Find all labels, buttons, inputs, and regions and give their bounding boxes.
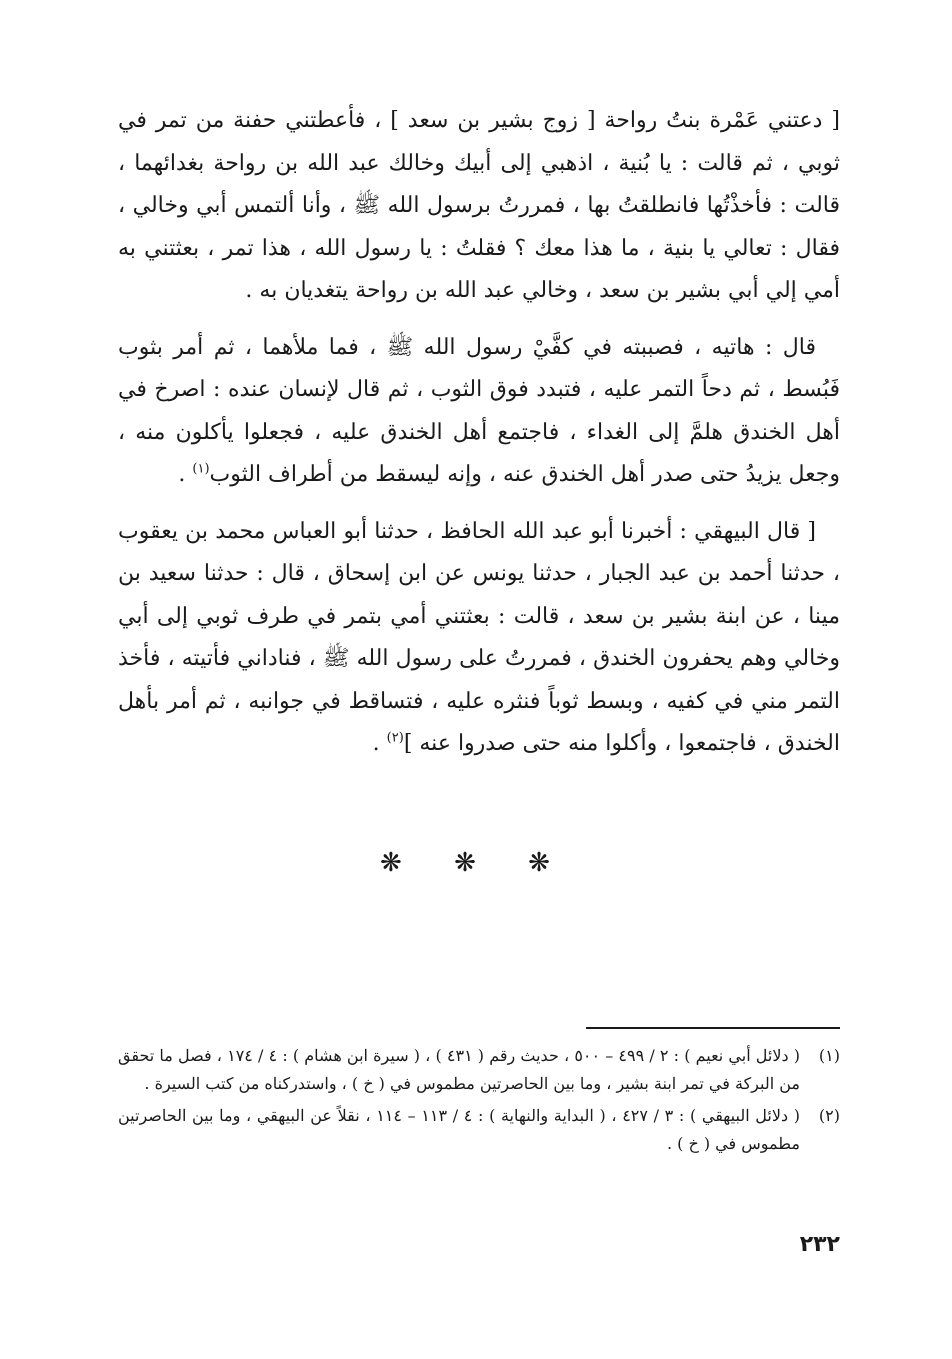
paragraph-1 (118, 100, 840, 313)
paragraph-3 (118, 511, 840, 766)
paragraph-1-text: [ دعتني عَمْرة بنتُ رواحة [ زوج بشير بن سعد ] ، فأعطتني حفنة من تمر في ثوبي ، ثم قالت : يا بُنية ، اذهبي إلى أبيك وخالك عبد الله بن رواحة بغدائهما ، قالت : فأخذْتُها فانطلقتُ بها ، فمررتُ برسول الله ﷺ ، وأنا ألتمس أبي وخالي ، فقال : تعالي يا بنية ، ما هذا معك ؟ فقلتُ : يا رسول الله ، هذا تمر ، بعثتني به أمي إلي أبي بشير بن سعد ، وخالي عبد الله بن رواحة يتغديان به . (118, 108, 840, 303)
main-text (118, 100, 840, 780)
paragraph-3-text: [ قال البيهقي : أخبرنا أبو عبد الله الحافظ ، حدثنا أبو العباس محمد بن يعقوب ، حدثنا أحمد بن عبد الجبار ، حدثنا يونس عن ابن إسحاق ، قال : حدثنا سعيد بن مينا ، عن ابنة بشير بن سعد ، قالت : بعثتني أمي بتمر في طرف ثوبي إلى أبي وخالي وهم يحفرون الخندق ، فمررتُ على رسول الله ﷺ ، فناداني فأتيته ، فأخذ التمر مني في كفيه ، وبسط ثوباً فنثره عليه ، فتساقط في جوانبه ، ثم أمر بأهل الخندق ، فاجتمعوا ، وأكلوا منه حتى صدروا عنه ] (118, 518, 841, 756)
footnote-1-text: ( دلائل أبي نعيم ) : ٢ / ٤٩٩ – ٥٠٠ ، حديث رقم ( ٤٣١ ) ، ( سيرة ابن هشام ) : ٤ / ١٧٤ ، فصل ما تحقق من البركة في تمر ابنة بشير ، وما بين الحاصرتين مطموس في ( خ ) ، واستدركناه من كتب السيرة . (118, 1046, 801, 1093)
paragraph-2-text: قال : هاتيه ، فصببته في كفَّيْ رسول الله ﷺ ، فما ملأهما ، ثم أمر بثوب فَبُسط ، ثم دحاً التمر عليه ، فتبدد فوق الثوب ، ثم قال لإنسان عنده : اصرخ في أهل الخندق هلمَّ إلى الغداء ، فاجتمع أهل الخندق عليه ، فجعلوا يأكلون منه ، وجعل يزيدُ حتى صدر أهل الخندق عنه ، وإنه ليسقط من أطراف الثوب (118, 334, 840, 487)
footnote-1 (118, 1042, 840, 1098)
paragraph-3-tail: . (372, 731, 387, 756)
footnote-2 (118, 1102, 840, 1158)
footnote-1-number: (١) (818, 1046, 840, 1065)
paragraph-2 (118, 327, 840, 497)
footnote-2-text: ( دلائل البيهقي ) : ٣ / ٤٢٧ ، ( البداية والنهاية ) : ٤ / ١١٣ – ١١٤ ، نقلاً عن البيهقي ، وما بين الحاصرتين مطموس في ( خ ) . (118, 1106, 801, 1153)
page-number: ٢٣٢ (799, 1232, 840, 1257)
section-separator: ❋ ❋ ❋ (380, 848, 572, 878)
footnote-ref-2: (٢) (386, 730, 404, 746)
footnote-divider (586, 1027, 840, 1029)
footnotes (118, 1042, 840, 1162)
footnote-2-number: (٢) (818, 1106, 840, 1125)
footnote-ref-1: (١) (192, 461, 210, 477)
paragraph-2-tail: . (178, 462, 193, 487)
